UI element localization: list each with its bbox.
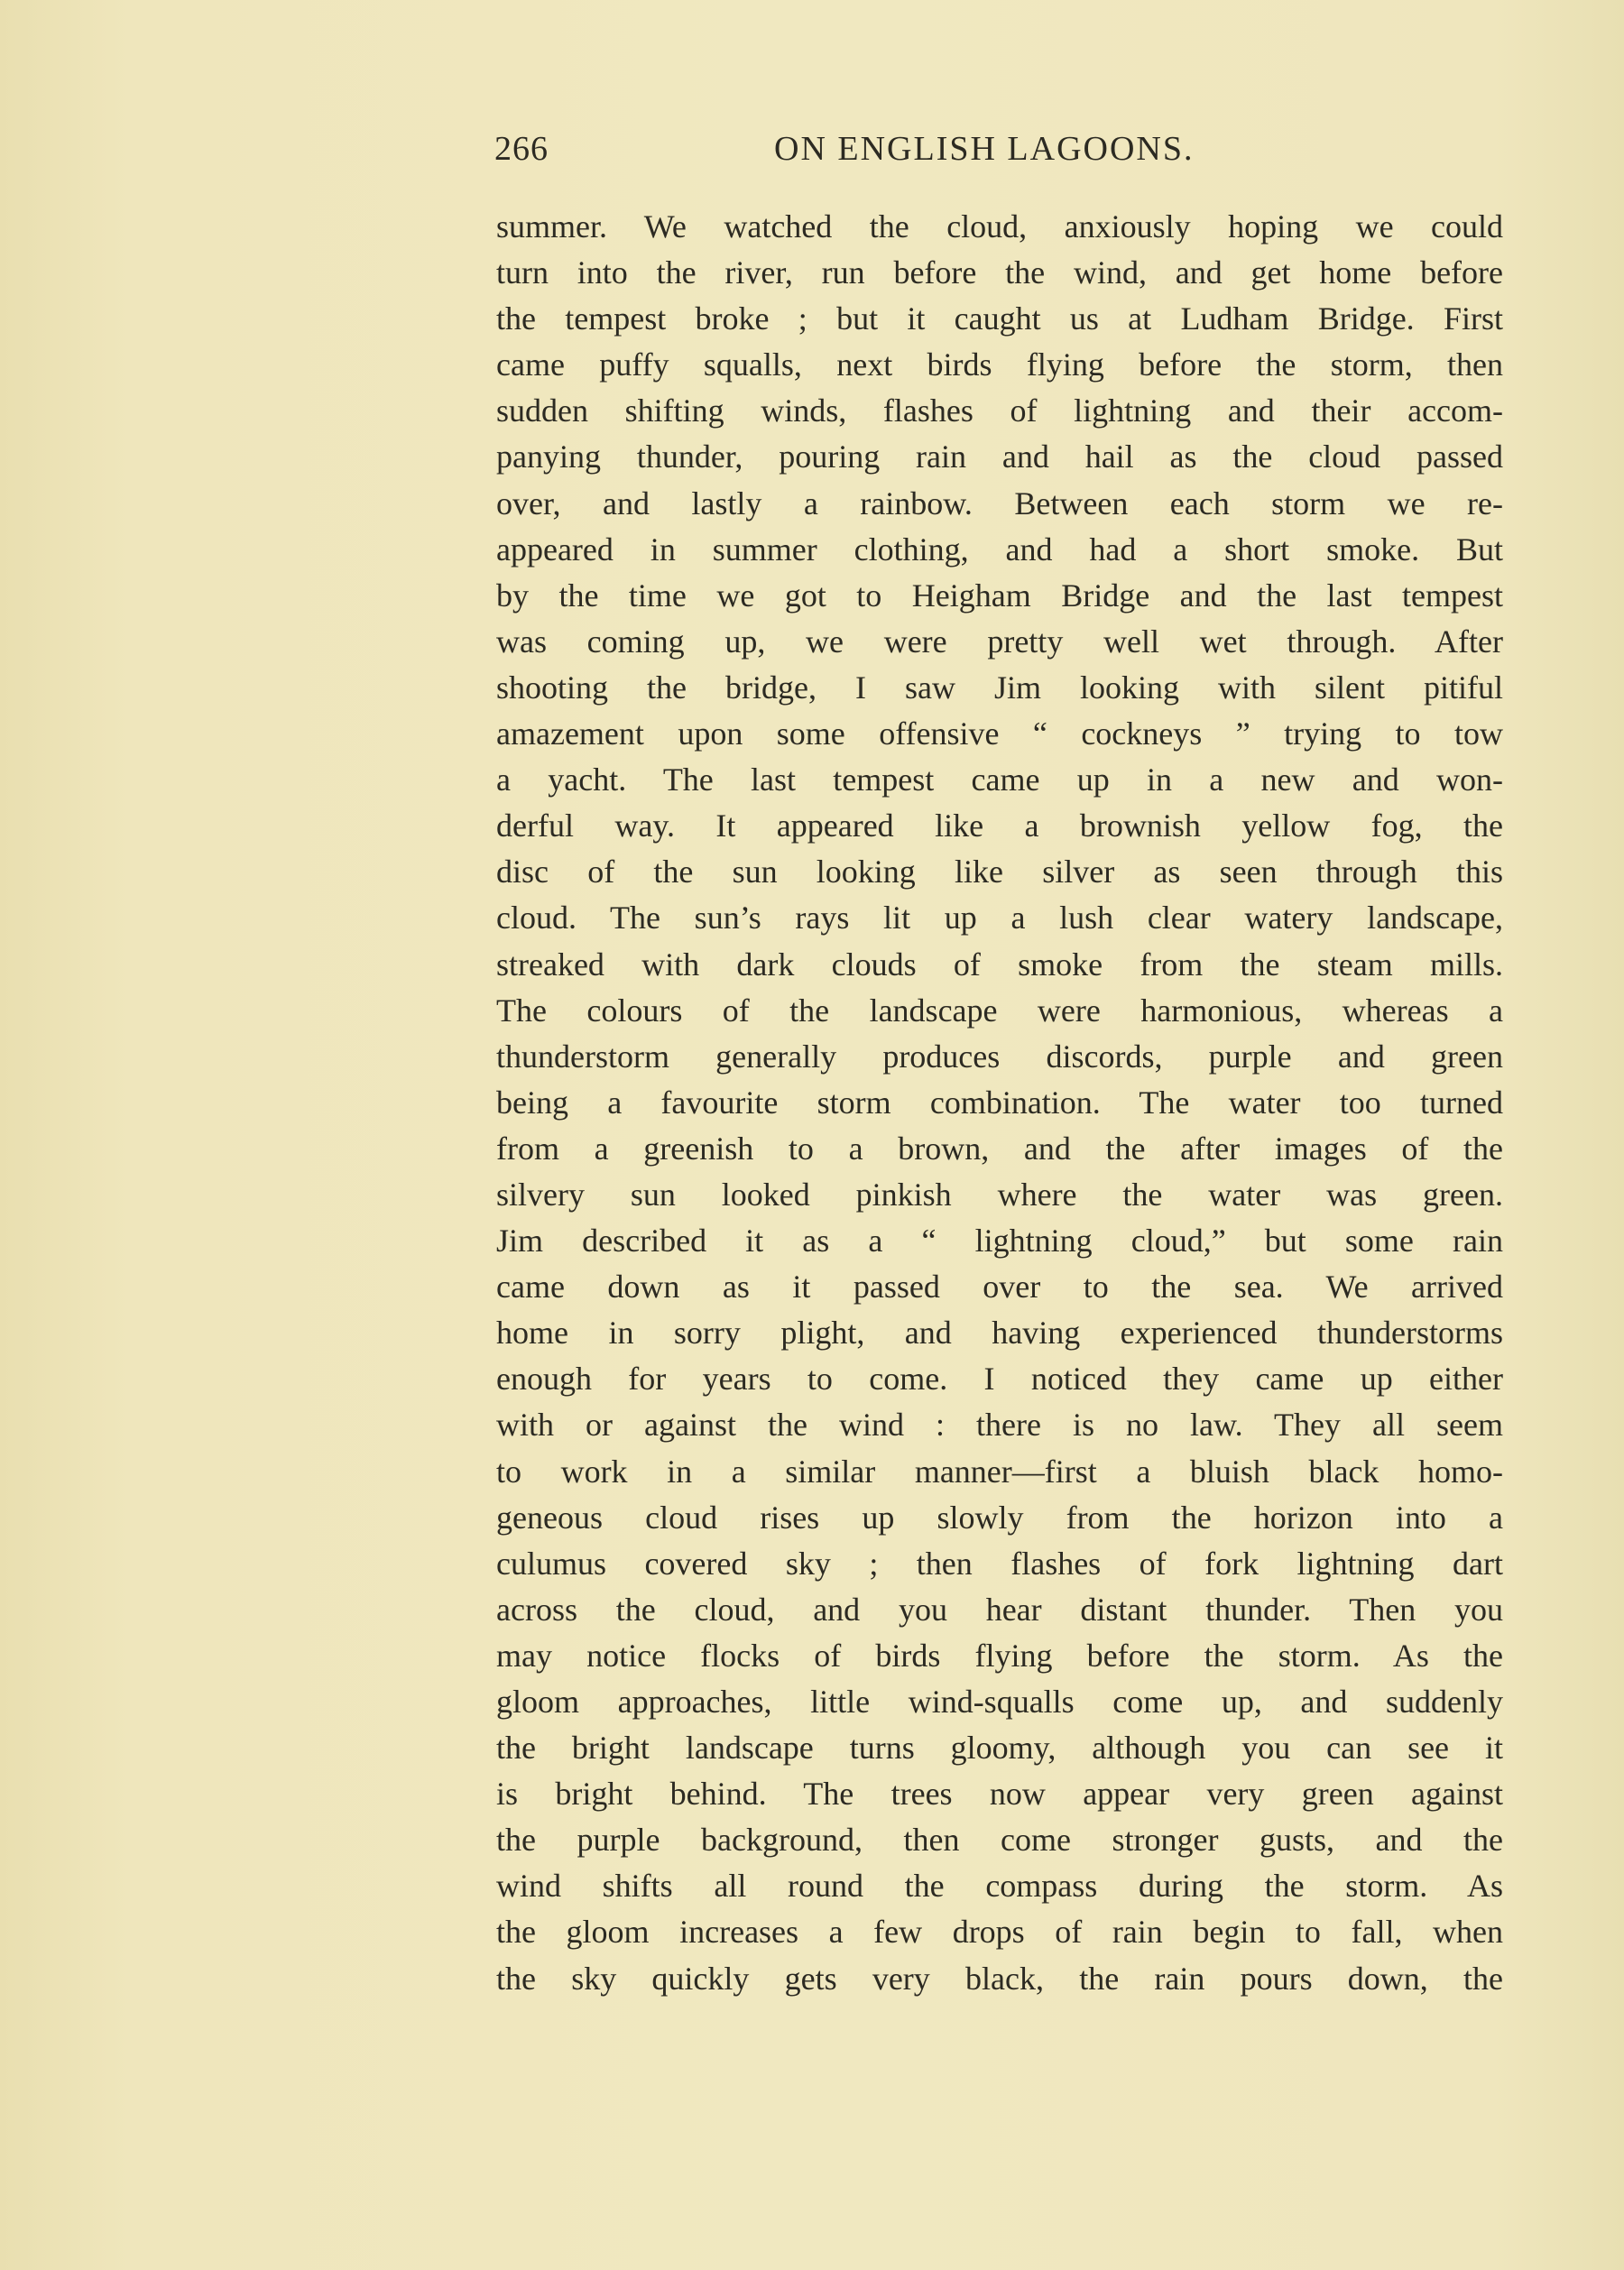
text-line: amazement upon some offensive “ cockneys ” trying to tow <box>496 715 1503 752</box>
text-line: enough for years to come. I noticed they came up either <box>496 1361 1503 1398</box>
running-title: ON ENGLISH LAGOONS. <box>774 130 1195 168</box>
text-line: the sky quickly gets very black, the rain pours down, the <box>496 1960 1503 1997</box>
text-line: Jim described it as a “ lightning cloud,” but some rain <box>496 1223 1503 1260</box>
text-line: geneous cloud rises up slowly from the horizon into a <box>496 1499 1503 1536</box>
text-line: came puffy squalls, next birds flying before the storm, then <box>496 346 1503 383</box>
text-line: from a greenish to a brown, and the after images of the <box>496 1130 1503 1167</box>
text-line: appeared in summer clothing, and had a short smoke. But <box>496 531 1503 568</box>
text-line: summer. We watched the cloud, anxiously hoping we could <box>496 208 1503 245</box>
text-line: wind shifts all round the compass during the storm. As <box>496 1868 1503 1905</box>
body-text <box>496 204 1503 2002</box>
text-line: may notice flocks of birds flying before the storm. As the <box>496 1637 1503 1674</box>
text-line: thunderstorm generally produces discords, purple and green <box>496 1038 1503 1075</box>
text-line: being a favourite storm combination. The water too turned <box>496 1084 1503 1121</box>
text-line: streaked with dark clouds of smoke from the steam mills. <box>496 946 1503 983</box>
text-line: gloom approaches, little wind-squalls come up, and suddenly <box>496 1684 1503 1720</box>
text-line: is bright behind. The trees now appear very green against <box>496 1776 1503 1813</box>
page-number: 266 <box>494 130 549 168</box>
text-line: a yacht. The last tempest came up in a new and won- <box>496 761 1503 798</box>
text-line: by the time we got to Heigham Bridge and the last tempest <box>496 577 1503 614</box>
text-line: panying thunder, pouring rain and hail as the cloud passed <box>496 438 1503 475</box>
text-line: The colours of the landscape were harmonious, whereas a <box>496 992 1503 1029</box>
text-line: to work in a similar manner—first a bluish black homo- <box>496 1453 1503 1490</box>
text-line: home in sorry plight, and having experienced thunderstorms <box>496 1315 1503 1352</box>
text-line: with or against the wind : there is no law. They all seem <box>496 1407 1503 1444</box>
text-line: silvery sun looked pinkish where the water was green. <box>496 1176 1503 1213</box>
text-line: sudden shifting winds, flashes of lightning and their accom- <box>496 392 1503 429</box>
text-line: the tempest broke ; but it caught us at Ludham Bridge. First <box>496 300 1503 337</box>
text-line: the gloom increases a few drops of rain begin to fall, when <box>496 1914 1503 1951</box>
running-head <box>494 126 1505 171</box>
text-line: derful way. It appeared like a brownish yellow fog, the <box>496 807 1503 844</box>
text-line: turn into the river, run before the wind, and get home before <box>496 254 1503 291</box>
text-line: was coming up, we were pretty well wet through. After <box>496 623 1503 660</box>
text-line: disc of the sun looking like silver as seen through this <box>496 854 1503 890</box>
text-line: across the cloud, and you hear distant thunder. Then you <box>496 1591 1503 1628</box>
text-line: cloud. The sun’s rays lit up a lush clear watery landscape, <box>496 900 1503 937</box>
text-line: the purple background, then come stronger gusts, and the <box>496 1822 1503 1859</box>
text-line: came down as it passed over to the sea. We arrived <box>496 1269 1503 1306</box>
text-line: the bright landscape turns gloomy, although you can see it <box>496 1730 1503 1767</box>
text-line: culumus covered sky ; then flashes of fork lightning dart <box>496 1545 1503 1582</box>
text-line: over, and lastly a rainbow. Between each storm we re- <box>496 484 1503 521</box>
text-line: shooting the bridge, I saw Jim looking with silent pitiful <box>496 669 1503 706</box>
